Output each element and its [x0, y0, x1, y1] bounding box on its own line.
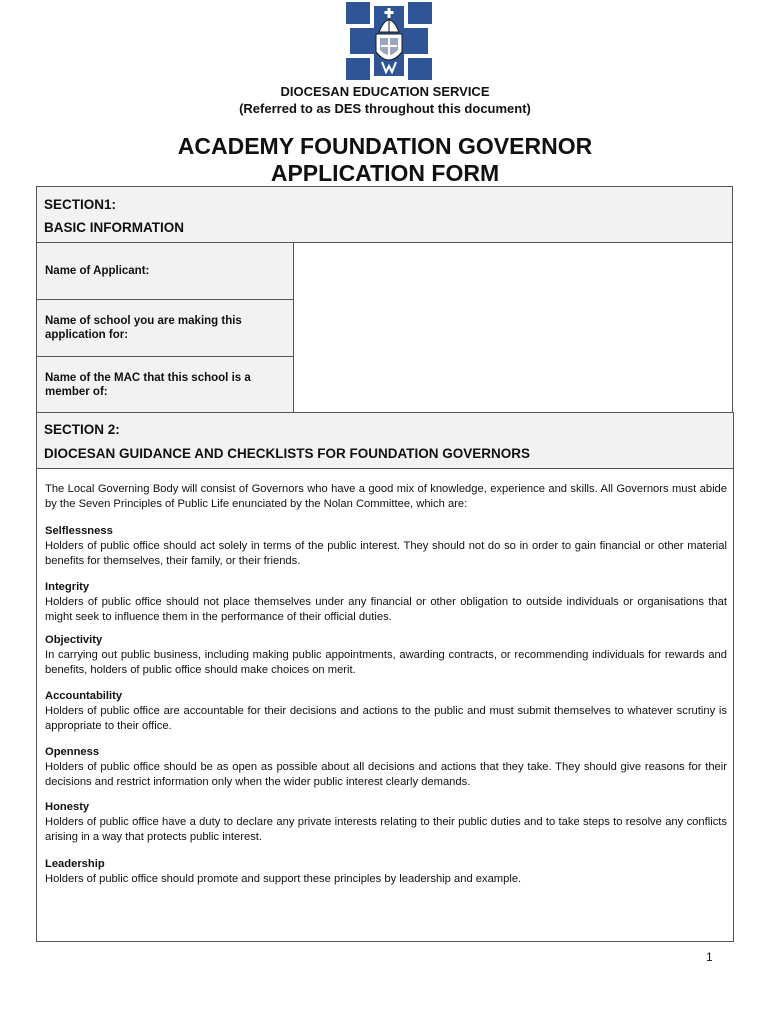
principle-title: Objectivity — [45, 634, 103, 646]
section1-label: SECTION1: — [44, 197, 117, 212]
section2-heading: DIOCESAN GUIDANCE AND CHECKLISTS FOR FOUNDATION GOVERNORS — [44, 446, 531, 461]
diocese-logo — [346, 2, 432, 80]
principle-title: Selflessness — [45, 525, 113, 537]
principle-selflessness — [45, 524, 727, 568]
applicant-name-input[interactable] — [294, 243, 732, 301]
mac-name-label: Name of the MAC that this school is a member of: — [37, 357, 294, 413]
principle-honesty — [45, 800, 727, 844]
principle-objectivity — [45, 633, 727, 677]
principle-text: Holders of public office should promote and support these principles by leadership and example. — [45, 872, 522, 885]
principle-title: Honesty — [45, 801, 90, 813]
organisation-name: DIOCESAN EDUCATION SERVICE — [280, 84, 490, 99]
principle-title: Leadership — [45, 858, 105, 870]
guidance-intro: The Local Governing Body will consist of Governors who have a good mix of knowledge, experience and skills. All Governors must abide by the Seven Principles of Public Life enunciated by the Nolan Committee, which are: — [45, 483, 727, 510]
principle-title: Integrity — [45, 581, 90, 593]
principle-text: Holders of public office have a duty to declare any private interests relating to their public duties and to take steps to resolve any conflicts arising in a way that protects public interest. — [45, 815, 727, 843]
section2-header — [36, 412, 734, 469]
field-row-applicant — [36, 243, 733, 300]
principle-leadership — [45, 857, 727, 887]
school-name-label: Name of school you are making this application for: — [37, 300, 294, 356]
section1-heading: BASIC INFORMATION — [44, 220, 184, 235]
principle-text: Holders of public office should act solely in terms of the public interest. They should not do so in order to gain financial or other material benefits for themselves, their family, or their friends. — [45, 539, 727, 567]
section1-header — [36, 186, 733, 243]
principle-accountability — [45, 689, 727, 733]
section2-label: SECTION 2: — [44, 422, 120, 437]
principle-text: Holders of public office are accountable for their decisions and actions to the public and must submit themselves to whatever scrutiny is appropriate to their office. — [45, 704, 727, 732]
principle-text: Holders of public office should not place themselves under any financial or other obligation to outside individuals or organisations that might seek to influence them in the performance of their official duties. — [45, 595, 727, 623]
applicant-name-label: Name of Applicant: — [37, 243, 294, 299]
page-title-line1: ACADEMY FOUNDATION GOVERNOR — [177, 133, 593, 159]
guidance-body — [36, 468, 734, 942]
page-title-line2: APPLICATION FORM — [270, 160, 500, 186]
school-name-input[interactable] — [294, 300, 732, 358]
field-row-school — [36, 300, 733, 357]
principle-openness — [45, 745, 727, 789]
principle-text: In carrying out public business, including making public appointments, awarding contracts, or recommending individuals for rewards and benefits, holders of public office should make choices on merit. — [45, 648, 727, 676]
principle-title: Accountability — [45, 690, 123, 702]
principle-integrity — [45, 580, 727, 624]
page-number: 1 — [706, 950, 713, 964]
mac-name-input[interactable] — [294, 357, 732, 415]
principle-title: Openness — [45, 746, 100, 758]
principle-text: Holders of public office should be as open as possible about all decisions and actions that they take. They should give reasons for their decisions and restrict information only when the wider public interest clearly demands. — [45, 760, 727, 788]
referred-as-note: (Referred to as DES throughout this document) — [239, 101, 531, 116]
field-row-mac — [36, 357, 733, 414]
